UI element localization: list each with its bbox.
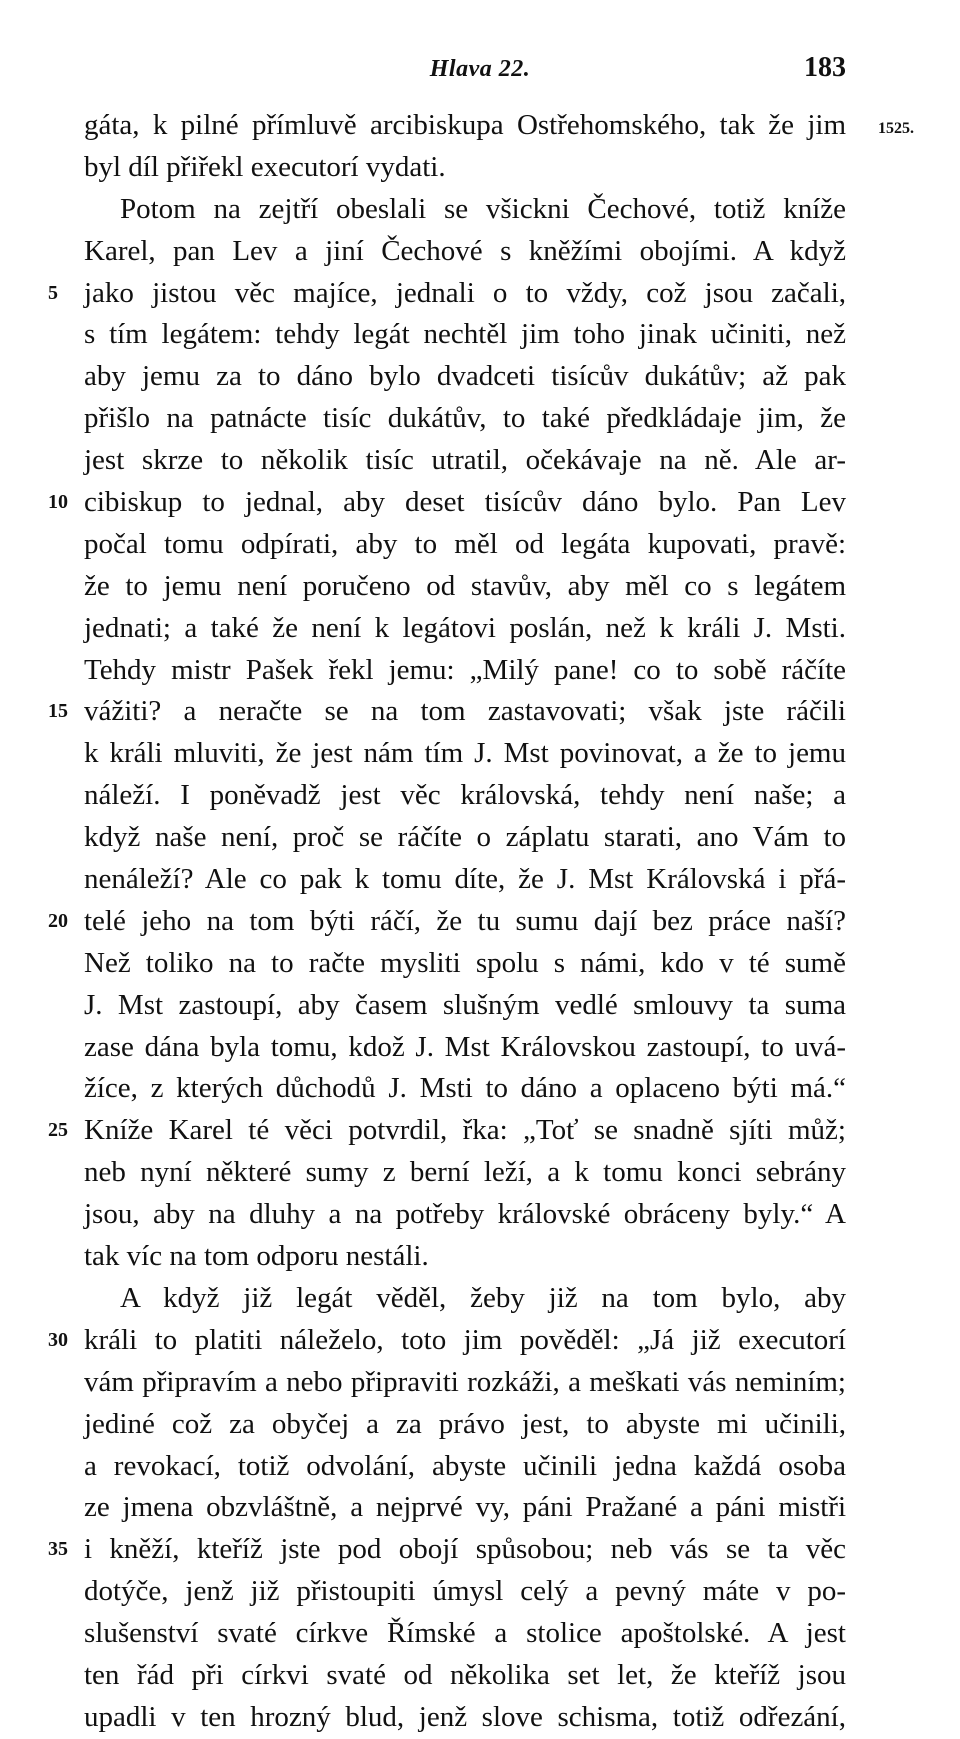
text-line [84,1027,846,1069]
text-line [84,775,846,817]
text-line [84,1487,846,1529]
line-text: jednati; a také že není k legátovi poslán, než k králi J. Msti. [84,611,846,644]
line-text: žíce, z kterých důchodů J. Msti to dáno a oplaceno býti má.“ [84,1072,846,1105]
line-text: i kněží, kteříž jste pod obojí spůsobou; neb vás se ta věc [84,1533,846,1566]
line-text: jest skrze to několik tisíc utratil, očekávaje na ně. Ale ar- [84,444,846,477]
line-text: k králi mluviti, že jest nám tím J. Mst povinovat, a že to jemu [84,737,846,770]
text-line [84,1278,846,1320]
line-text: dotýče, jenž již přistoupiti úmysl celý a pevný máte v po- [84,1575,846,1608]
margin-year-note: 1525. [878,120,914,137]
line-number: 20 [48,909,68,932]
line-text: Než toliko na to račte mysliti spolu s námi, kdo v té sumě [84,946,846,979]
text-line [84,1362,846,1404]
text-line [84,985,846,1027]
line-text: byl díl přiřekl executorí vydati. [84,150,446,183]
line-text: vám připravím a nebo připraviti rozkáži, a meškati vás neminím; [84,1365,846,1398]
text-line [84,1194,846,1236]
text-line [48,1110,846,1152]
text-line [84,231,846,273]
text-line [84,1446,846,1488]
text-line [84,356,846,398]
text-line [84,733,846,775]
text-line [84,1152,846,1194]
line-text: A když již legát věděl, žeby již na tom bylo, aby [120,1281,846,1314]
line-text: ze jmena obzvláštně, a nejprvé vy, páni Pražané a páni mistři [84,1491,846,1524]
text-line [84,817,846,859]
line-text: upadli v ten hrozný blud, jenž slove schisma, totiž odřezání, [84,1700,846,1733]
text-line [48,482,846,524]
line-number: 35 [48,1538,68,1561]
line-text: Kníže Karel té věci potvrdil, řka: „Toť se snadně sjíti můž; [84,1114,846,1147]
line-text: slušenství svaté církve Římské a stolice apoštolské. A jest [84,1617,846,1650]
line-text: počal tomu odpírati, aby to měl od legáta kupovati, pravě: [84,527,846,560]
text-line [84,859,846,901]
line-text: tak víc na tom odporu nestáli. [84,1240,429,1273]
body-text [48,105,846,1739]
line-number: 15 [48,700,68,723]
text-line [84,314,846,356]
text-line [84,650,846,692]
line-text: že to jemu není poručeno od stavův, aby měl co s legátem [84,569,846,602]
line-text: králi to platiti náleželo, toto jim pověděl: „Já již executorí [84,1323,846,1356]
line-number: 10 [48,491,68,514]
text-line [84,566,846,608]
text-line [84,524,846,566]
text-line [48,691,846,733]
line-text: jsou, aby na dluhy a na potřeby královské obráceny byly.“ A [84,1198,846,1231]
line-text: a revokací, totiž odvolání, abyste učinili jedna každá osoba [84,1449,846,1482]
line-text: zase dána byla tomu, kdož J. Mst Královskou zastoupí, to uvá- [84,1030,846,1063]
line-text: Tehdy mistr Pašek řekl jemu: „Milý pane! co to sobě ráčíte [84,653,846,686]
chapter-header: Hlava 22. [429,56,531,82]
text-line [84,147,846,189]
line-text: jediné což za obyčej a za právo jest, to abyste mi učinili, [84,1407,846,1440]
line-text: přišlo na patnácte tisíc dukátův, to také předkládaje jim, že [84,402,846,435]
text-line [48,273,846,315]
text-line [84,1655,846,1697]
line-text: J. Mst zastoupí, aby časem slušným vedlé smlouvy ta suma [84,988,846,1021]
line-text: telé jeho na tom býti ráčí, že tu sumu dají bez práce naší? [84,904,846,937]
text-line [48,901,846,943]
text-line [84,105,846,147]
line-text: ten řád při církvi svaté od několika set let, že kteříž jsou [84,1658,846,1691]
text-line [48,1320,846,1362]
page-number: 183 [804,52,846,83]
text-line [84,1613,846,1655]
text-line [84,1236,846,1278]
line-number: 5 [48,281,58,304]
text-line [84,1068,846,1110]
line-text: aby jemu za to dáno bylo dvadceti tisícův dukátův; až pak [84,360,846,393]
line-text: jako jistou věc majíce, jednali o to vždy, což jsou začali, [84,276,846,309]
line-number: 30 [48,1328,68,1351]
text-line [84,608,846,650]
line-text: vážiti? a neračte se na tom zastavovati; však jste ráčili [84,695,846,728]
line-text: Potom na zejtří obeslali se všickni Čechové, totiž kníže [120,192,846,225]
text-line [48,1529,846,1571]
text-line [84,1697,846,1739]
line-number: 25 [48,1119,68,1142]
line-text: když naše není, proč se ráčíte o záplatu starati, ano Vám to [84,821,846,854]
text-line [84,440,846,482]
text-line [84,943,846,985]
text-line [84,189,846,231]
line-text: neb nyní některé sumy z berní leží, a k tomu konci sebrány [84,1156,846,1189]
line-text: cibiskup to jednal, aby deset tisícův dáno bylo. Pan Lev [84,486,846,519]
line-text: gáta, k pilné přímluvě arcibiskupa Ostřehomského, tak že jim [84,109,846,141]
text-line [84,1404,846,1446]
text-line [84,1571,846,1613]
line-text: nenáleží? Ale co pak k tomu díte, že J. Mst Královská i přá- [84,863,846,896]
text-line [84,398,846,440]
line-text: s tím legátem: tehdy legát nechtěl jim toho jinak učiniti, než [84,318,846,351]
line-text: náleží. I poněvadž jest věc královská, tehdy není naše; a [84,779,846,812]
line-text: Karel, pan Lev a jiní Čechové s kněžími obojími. A když [84,234,846,267]
